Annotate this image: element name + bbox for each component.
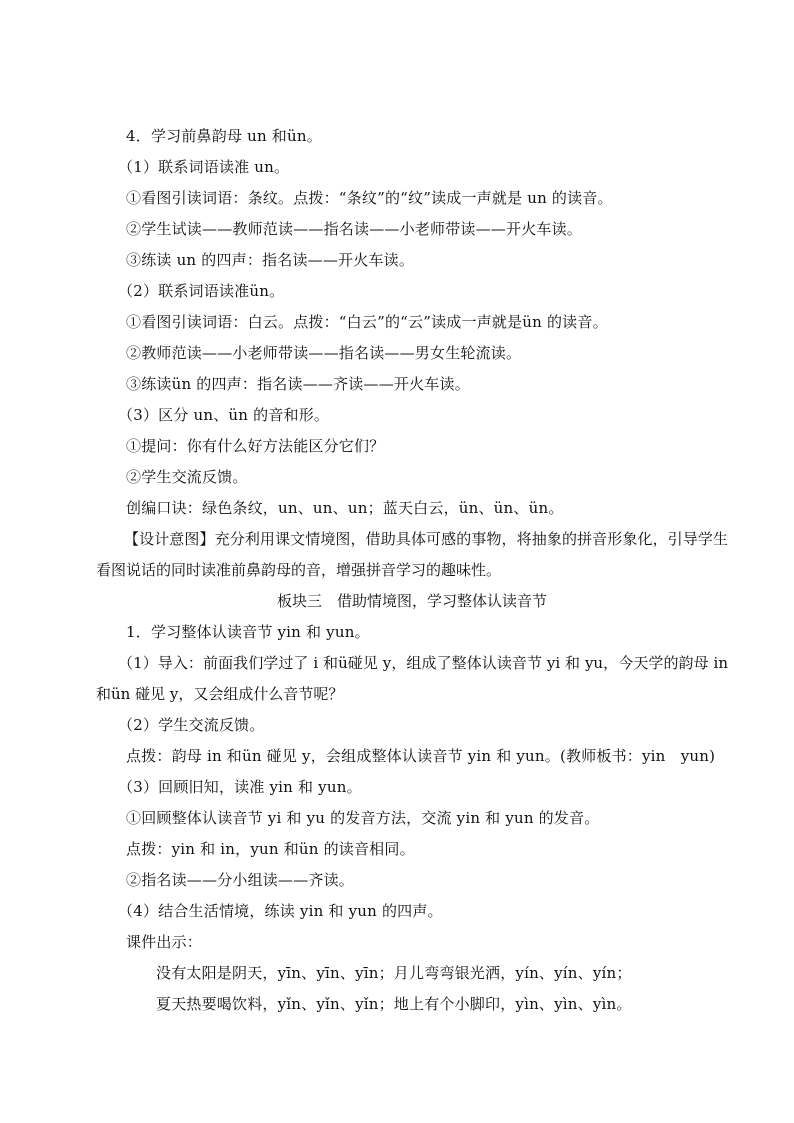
intro-paragraph: （1）导入：前面我们学过了 i 和ü碰见 y，组成了整体认读音节 yi 和 yu，今天学的韵母 in 和ün 碰见 y，又会组成什么音节呢？ [96, 654, 728, 703]
text-line: ①看图引读词语：白云。点拨：“白云”的“云”读成一声就是ün 的读音。 [126, 313, 608, 331]
subheading-2: （2）联系词语读准ün。 [118, 282, 285, 300]
text-line: ①回顾整体认读音节 yi 和 yu 的发音方法，交流 yin 和 yun 的发音。 [126, 809, 600, 827]
design-intent-paragraph: 【设计意图】充分利用课文情境图，借助具体可感的事物，将抽象的拼音形象化，引导学生看图说话的同时读准前鼻韵母的音，增强拼音学习的趣味性。 [96, 530, 728, 579]
subheading-3: （3）区分 un、ün 的音和形。 [118, 406, 330, 424]
subheading-4b: （4）结合生活情境，练读 yin 和 yun 的四声。 [118, 902, 443, 920]
text-line: ②指名读——分小组读——齐读。 [126, 871, 355, 889]
text-line: 点拨：yin 和 in，yun 和ün 的读音相同。 [126, 840, 415, 858]
subheading-3b: （3）回顾旧知，读准 yin 和 yun。 [118, 778, 362, 796]
text-line: 创编口诀：绿色条纹，un、un、un；蓝天白云，ün、ün、ün。 [126, 499, 564, 517]
text-line: ②学生交流反馈。 [126, 468, 248, 486]
subheading-1: （1）联系词语读准 un。 [118, 158, 290, 176]
text-line: ①提问：你有什么好方法能区分它们？ [126, 437, 385, 455]
rhyme-line-2: 夏天热要喝饮料，yǐn、yǐn、yǐn；地上有个小脚印，yìn、yìn、yìn。 [156, 995, 632, 1013]
heading-step-4: 4．学习前鼻韵母 un 和ün。 [126, 127, 322, 145]
text-line: ③练读 un 的四声：指名读——开火车读。 [126, 251, 415, 269]
subheading-2b: （2）学生交流反馈。 [118, 716, 265, 734]
section-title: 板块三 借助情境图，学习整体认读音节 [276, 592, 547, 610]
text-line: ①看图引读词语：条纹。点拨：“条纹”的“纹”读成一声就是 un 的读音。 [126, 189, 613, 207]
rhyme-line-1: 没有太阳是阴天，yīn、yīn、yīn；月儿弯弯银光洒，yín、yín、yín； [156, 964, 632, 982]
heading-step-1: 1．学习整体认读音节 yin 和 yun。 [126, 623, 370, 641]
text-line: ②教师范读——小老师带读——指名读——男女生轮流读。 [126, 344, 522, 362]
document-body [96, 121, 728, 1020]
text-line: ②学生试读——教师范读——指名读——小老师带读——开火车读。 [126, 220, 583, 238]
text-line: 点拨：韵母 in 和ün 碰见 y，会组成整体认读音节 yin 和 yun。(教师板书：yin yun) [126, 747, 716, 765]
text-line: ③练读ün 的四声：指名读——齐读——开火车读。 [126, 375, 470, 393]
text-line: 课件出示： [126, 933, 203, 951]
